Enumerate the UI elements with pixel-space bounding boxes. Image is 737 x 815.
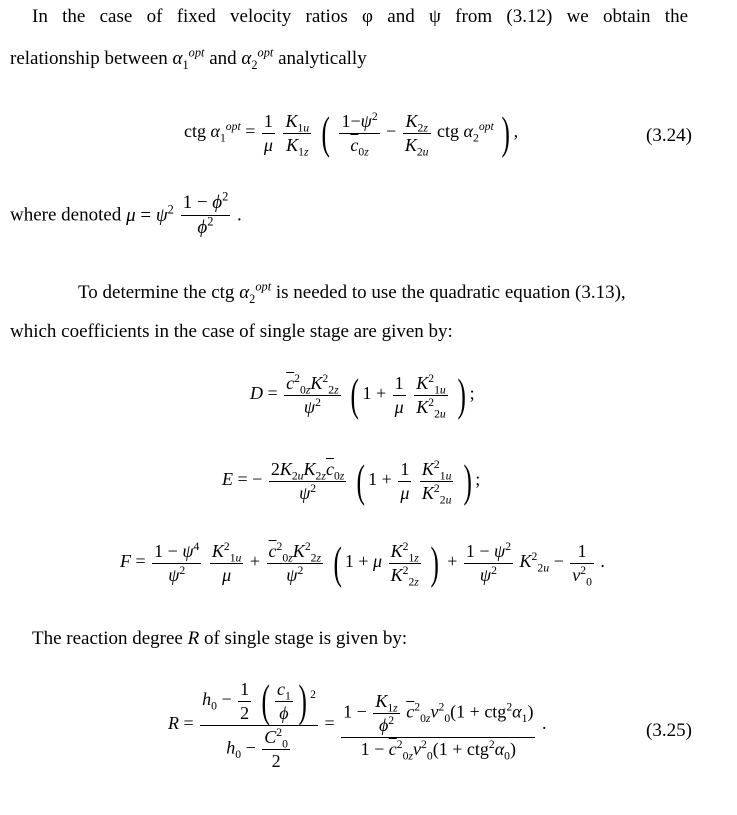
text-where-denoted: where denoted bbox=[10, 204, 122, 226]
paragraph-1-line-1: In the case of fixed velocity ratios φ and ψ from (3.12) we obtain the bbox=[32, 6, 688, 27]
fraction-R-expanded: 1 − $\frac{K_{1z}}{\phi^2}$ $\overline{c}^2_{0z}\nu^2_0(1 + ctg^2\alpha_1)$ $1 - \overline{c}^2_{0z}\nu^2_0(1 + ctg^2\alpha_0)$ bbox=[343, 690, 534, 763]
text-analytically: analytically bbox=[278, 48, 367, 69]
equation-E: E = − $\frac{2K_{2u}K_{2z}\overline{c}_{0z}}{\psi^2}$ ( 1 + $\frac{1}{\mu}$ $\frac{K^2_{1u}}{K^2_{2u}}$ ) ; bbox=[222, 455, 481, 507]
fraction-one-over-mu: $\frac{1}{\mu}$ bbox=[263, 110, 273, 155]
equation-F: F = $\frac{1 - \psi^4}{\psi^2}$ $\frac{K^2_{1u}}{\mu}$ + $\frac{\overline{c}^2_{0z}K^2_{2z}}{\psi^2}$ ( 1 + μ $\frac{K^2_{1z}}{K^2_{2z}}$ ) + $\frac{1 - \psi^2}{\psi^2}$ $K^2_{2u}$ − $\frac{1}{\nu^2_0}$ . bbox=[120, 537, 605, 589]
superscript-opt: opt bbox=[188, 45, 205, 60]
equation-number-3-24: (3.24) bbox=[646, 125, 692, 146]
fraction-one-minus-phi2-over-phi2: $\frac{1 - \phi^2}{\phi^2}$ bbox=[182, 189, 229, 238]
equation-D: D = $\frac{\overline{c}^2_{0z}K^2_{2z}}{\psi^2}$ ( 1 + $\frac{1}{\mu}$ $\frac{K^2_{1u}}{K^2_{2u}}$ ) ; bbox=[250, 369, 475, 421]
right-paren: ) bbox=[501, 107, 511, 158]
fraction-one-minus-psi2-over-c0z: $\frac{1-\psi^2}{\overline{c}_{0z}}$ bbox=[341, 109, 378, 159]
subscript: 1 bbox=[182, 57, 189, 72]
paragraph-2-line-2: which coefficients in the case of single stage are given by: bbox=[10, 321, 453, 342]
equation-3-25: R = $h_0$ − $\frac{1}{2}$ ( $\frac{c_1}{\phi}$ ) $^2$ $h_0$ − $\frac{C^2_0}{2}$ = 1 − $\frac{K_{1z}}{\phi^2}$ $\overline{c}^2_{0z}\nu^2_0(1 + ctg^2\alpha_1)$ $1 - \overline{c}^2_{0z}\nu^2_0(1 + ctg^2\alpha_0)$ . bbox=[168, 675, 547, 771]
equation-number-3-25: (3.25) bbox=[646, 720, 692, 741]
fraction-R-main: $h_0$ − $\frac{1}{2}$ ( $\frac{c_1}{\phi}$ ) $^2$ $h_0$ − $\frac{C^2_0}{2}$ bbox=[202, 675, 316, 771]
text-and: and bbox=[209, 48, 237, 69]
where-denoted-line: where denoted $\mu = \psi^2$ $\frac{1 - \phi^2}{\phi^2}$ . bbox=[10, 189, 242, 238]
paragraph-3: The reaction degree R of single stage is given by: bbox=[32, 628, 408, 649]
superscript-opt: opt bbox=[257, 45, 274, 60]
paragraph-1-line-2 bbox=[10, 45, 367, 72]
text-relationship-between: relationship between bbox=[10, 48, 168, 69]
left-paren: ( bbox=[321, 107, 330, 158]
paragraph-2-line-1: To determine the ctg $\alpha_2^{opt}$ is needed to use the quadratic equation (3.13), bbox=[78, 279, 626, 306]
fraction-k1u-over-k1z: $\frac{K_{1u}}{K_{1z}}$ bbox=[285, 110, 310, 159]
fraction-k2z-over-k2u: $\frac{K_{2z}}{K_{2u}}$ bbox=[404, 110, 429, 159]
alpha-symbol: α bbox=[172, 48, 183, 69]
equation-3-24: ctg $\alpha_1^{opt}$ = $\frac{1}{\mu}$ $\frac{K_{1u}}{K_{1z}}$ ( $\frac{1-\psi^2}{\overline{c}_{0z}}$ − $\frac{K_{2z}}{K_{2u}}$ ctg $\alpha_2^{opt}$ ) , bbox=[184, 107, 519, 159]
eq-lhs: ctg $\alpha_1^{opt}$ bbox=[184, 120, 241, 145]
alpha-symbol: α bbox=[241, 48, 252, 69]
subscript: 2 bbox=[251, 57, 258, 72]
